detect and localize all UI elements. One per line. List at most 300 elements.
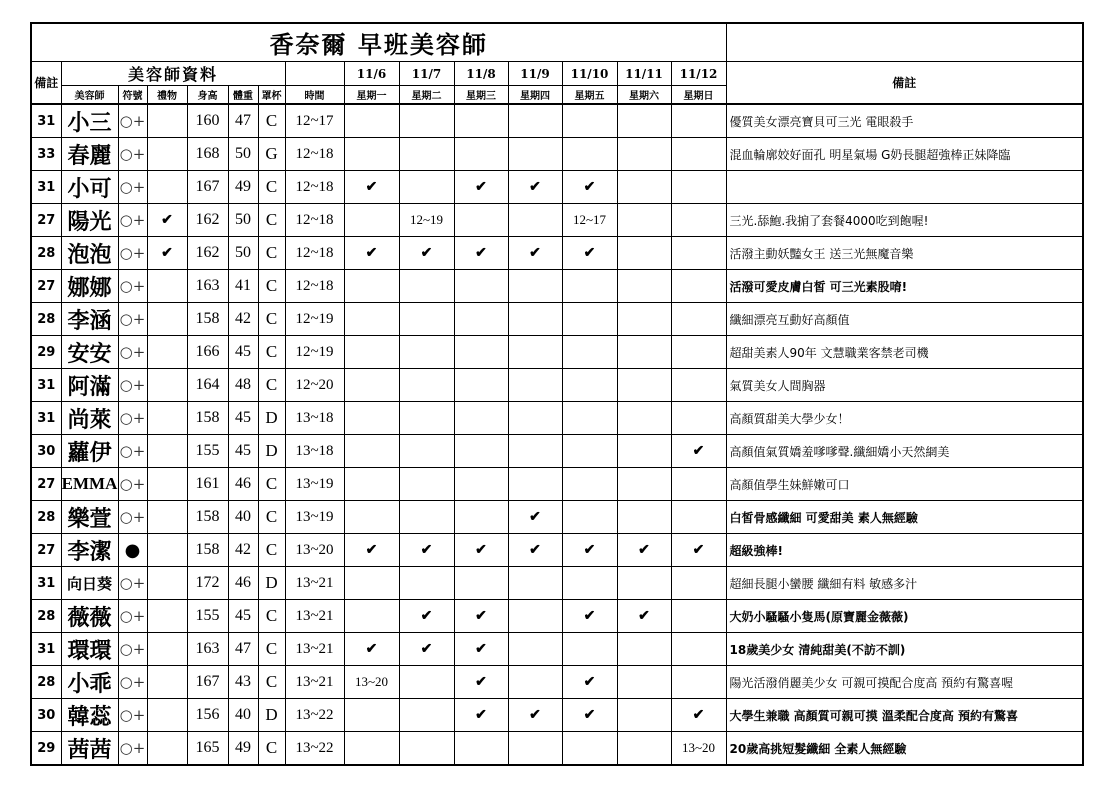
name-cell: 李涵	[61, 303, 118, 336]
day-cell	[671, 104, 726, 138]
remark-cell: 白皙骨感纖細 可愛甜美 素人無經驗	[726, 501, 1083, 534]
table-row	[31, 666, 1083, 699]
table-row	[31, 204, 1083, 237]
name-cell: 安安	[61, 336, 118, 369]
day-cell	[671, 336, 726, 369]
day-cell: ✔	[454, 171, 508, 204]
time-cell: 12~18	[285, 138, 344, 171]
day-cell: ✔	[344, 633, 399, 666]
name-cell: 娜娜	[61, 270, 118, 303]
day-cell	[399, 336, 454, 369]
day-cell	[508, 600, 562, 633]
age-cell: 30	[31, 699, 61, 732]
remark-cell: 高顏值氣質嬌羞嗲嗲聲.纖細嬌小天然網美	[726, 435, 1083, 468]
day-cell	[671, 633, 726, 666]
height-cell: 158	[187, 501, 228, 534]
day-cell	[399, 303, 454, 336]
day-cell	[344, 501, 399, 534]
day-cell	[617, 732, 671, 766]
age-cell: 27	[31, 270, 61, 303]
day-cell: ✔	[454, 666, 508, 699]
day-cell	[508, 402, 562, 435]
gift-cell	[147, 501, 187, 534]
cup-cell: C	[258, 633, 285, 666]
height-cell: 167	[187, 666, 228, 699]
day-cell	[399, 104, 454, 138]
age-cell: 31	[31, 369, 61, 402]
name-cell: 環環	[61, 633, 118, 666]
table-row	[31, 237, 1083, 270]
day-cell	[344, 270, 399, 303]
gift-cell	[147, 666, 187, 699]
day-cell	[454, 270, 508, 303]
weight-cell: 46	[228, 567, 258, 600]
table-row	[31, 402, 1083, 435]
day-cell	[617, 303, 671, 336]
day-cell: ✔	[454, 633, 508, 666]
day-cell	[671, 501, 726, 534]
age-cell: 31	[31, 104, 61, 138]
height-cell: 164	[187, 369, 228, 402]
day-cell	[562, 303, 617, 336]
symbol-cell: ○+	[118, 435, 147, 468]
table-row	[31, 171, 1083, 204]
time-cell: 12~20	[285, 369, 344, 402]
name-cell: 蘿伊	[61, 435, 118, 468]
weight-cell: 49	[228, 171, 258, 204]
day-cell: ✔	[508, 237, 562, 270]
table-row	[31, 138, 1083, 171]
age-cell: 33	[31, 138, 61, 171]
remark-cell	[726, 171, 1083, 204]
day-cell: ✔	[671, 534, 726, 567]
day-cell: ✔	[508, 171, 562, 204]
height-cell: 158	[187, 534, 228, 567]
time-cell: 12~18	[285, 204, 344, 237]
weight-cell: 45	[228, 336, 258, 369]
day-cell	[344, 303, 399, 336]
day-cell: ✔	[399, 600, 454, 633]
cup-cell: C	[258, 336, 285, 369]
cup-cell: C	[258, 468, 285, 501]
day-cell: 13~20	[344, 666, 399, 699]
column-header-time: 時間	[285, 86, 344, 105]
date-header: 11/8	[454, 62, 508, 86]
name-cell: 李潔	[61, 534, 118, 567]
weekday-header: 星期日	[671, 86, 726, 105]
day-cell	[399, 567, 454, 600]
day-cell	[671, 270, 726, 303]
date-header: 11/11	[617, 62, 671, 86]
day-cell	[671, 171, 726, 204]
height-cell: 155	[187, 600, 228, 633]
column-header-cup: 罩杯	[258, 86, 285, 105]
weight-cell: 46	[228, 468, 258, 501]
day-cell: ✔	[617, 534, 671, 567]
table-row	[31, 600, 1083, 633]
time-cell: 12~17	[285, 104, 344, 138]
weight-cell: 48	[228, 369, 258, 402]
gift-cell	[147, 468, 187, 501]
cup-cell: C	[258, 237, 285, 270]
age-cell: 31	[31, 633, 61, 666]
day-cell	[399, 138, 454, 171]
age-cell: 28	[31, 501, 61, 534]
height-cell: 158	[187, 402, 228, 435]
symbol-cell: ○+	[118, 171, 147, 204]
day-cell	[562, 104, 617, 138]
age-cell: 31	[31, 402, 61, 435]
day-cell	[344, 699, 399, 732]
cup-cell: C	[258, 270, 285, 303]
day-cell	[617, 270, 671, 303]
day-cell	[671, 369, 726, 402]
age-cell: 30	[31, 435, 61, 468]
age-cell: 28	[31, 666, 61, 699]
remark-right-header: 備註	[726, 62, 1083, 105]
age-cell: 31	[31, 171, 61, 204]
time-cell: 12~18	[285, 237, 344, 270]
name-cell: 小可	[61, 171, 118, 204]
symbol-cell: ●	[118, 534, 147, 567]
weight-cell: 50	[228, 138, 258, 171]
gift-cell	[147, 567, 187, 600]
sheet-title	[31, 23, 726, 62]
name-cell: 茜茜	[61, 732, 118, 766]
table-row	[31, 270, 1083, 303]
height-cell: 155	[187, 435, 228, 468]
day-cell	[344, 104, 399, 138]
gift-cell	[147, 369, 187, 402]
day-cell: ✔	[344, 237, 399, 270]
name-cell: 陽光	[61, 204, 118, 237]
table-row	[31, 303, 1083, 336]
day-cell	[617, 171, 671, 204]
column-header-height: 身高	[187, 86, 228, 105]
remark-cell: 超細長腿小蠻腰 纖細有料 敏感多汁	[726, 567, 1083, 600]
name-cell: 小乖	[61, 666, 118, 699]
symbol-cell: ○+	[118, 336, 147, 369]
day-cell: ✔	[508, 501, 562, 534]
gift-cell	[147, 600, 187, 633]
day-cell	[344, 732, 399, 766]
symbol-cell: ○+	[118, 501, 147, 534]
weekday-header: 星期六	[617, 86, 671, 105]
date-header: 11/7	[399, 62, 454, 86]
day-cell: ✔	[344, 171, 399, 204]
day-cell	[671, 138, 726, 171]
title-text: 香奈爾 早班美容師	[269, 30, 488, 59]
symbol-cell: ○+	[118, 732, 147, 766]
height-cell: 162	[187, 237, 228, 270]
day-cell	[399, 369, 454, 402]
day-cell: 13~20	[671, 732, 726, 766]
gift-cell: ✔	[147, 204, 187, 237]
gift-cell: ✔	[147, 237, 187, 270]
day-cell	[508, 336, 562, 369]
weight-cell: 40	[228, 699, 258, 732]
remark-cell: 纖細漂亮互動好高顏值	[726, 303, 1083, 336]
weekday-header: 星期二	[399, 86, 454, 105]
time-cell: 13~22	[285, 732, 344, 766]
day-cell	[508, 567, 562, 600]
cup-cell: C	[258, 204, 285, 237]
gift-cell	[147, 633, 187, 666]
weight-cell: 43	[228, 666, 258, 699]
height-cell: 160	[187, 104, 228, 138]
day-cell	[617, 104, 671, 138]
weight-cell: 41	[228, 270, 258, 303]
day-cell: ✔	[562, 237, 617, 270]
weight-cell: 40	[228, 501, 258, 534]
day-cell	[617, 633, 671, 666]
day-cell	[399, 666, 454, 699]
day-cell: ✔	[562, 171, 617, 204]
symbol-cell: ○+	[118, 369, 147, 402]
day-cell	[508, 468, 562, 501]
day-cell	[671, 468, 726, 501]
weight-cell: 47	[228, 104, 258, 138]
date-header: 11/9	[508, 62, 562, 86]
day-cell: ✔	[617, 600, 671, 633]
day-cell	[562, 270, 617, 303]
time-group-blank	[285, 62, 344, 86]
gift-cell	[147, 699, 187, 732]
day-cell	[671, 567, 726, 600]
time-cell: 13~19	[285, 501, 344, 534]
age-cell: 27	[31, 204, 61, 237]
day-cell	[454, 567, 508, 600]
day-cell: ✔	[344, 534, 399, 567]
time-cell: 13~18	[285, 435, 344, 468]
day-cell: 12~19	[399, 204, 454, 237]
day-cell	[344, 336, 399, 369]
day-cell	[454, 104, 508, 138]
age-cell: 29	[31, 336, 61, 369]
remark-cell: 優質美女漂亮寶貝可三光 電眼殺手	[726, 104, 1083, 138]
remark-cell: 超級強棒!	[726, 534, 1083, 567]
day-cell	[617, 567, 671, 600]
day-cell	[454, 435, 508, 468]
table-row	[31, 104, 1083, 138]
weight-cell: 50	[228, 237, 258, 270]
remark-cell: 超甜美素人90年 文慧職業客禁老司機	[726, 336, 1083, 369]
gift-cell	[147, 171, 187, 204]
symbol-cell: ○+	[118, 303, 147, 336]
symbol-cell: ○+	[118, 666, 147, 699]
date-header: 11/6	[344, 62, 399, 86]
age-cell: 28	[31, 600, 61, 633]
time-cell: 13~22	[285, 699, 344, 732]
height-cell: 163	[187, 633, 228, 666]
day-cell	[344, 402, 399, 435]
cup-cell: D	[258, 435, 285, 468]
day-cell	[454, 303, 508, 336]
day-cell	[454, 468, 508, 501]
day-cell	[344, 204, 399, 237]
time-cell: 13~21	[285, 600, 344, 633]
cup-cell: C	[258, 501, 285, 534]
gift-cell	[147, 138, 187, 171]
day-cell	[671, 666, 726, 699]
day-cell	[508, 435, 562, 468]
name-cell: 韓蕊	[61, 699, 118, 732]
name-cell: 尚萊	[61, 402, 118, 435]
day-cell	[344, 435, 399, 468]
day-cell	[344, 138, 399, 171]
height-cell: 163	[187, 270, 228, 303]
cup-cell: D	[258, 402, 285, 435]
day-cell	[562, 501, 617, 534]
column-header-weight: 體重	[228, 86, 258, 105]
height-cell: 156	[187, 699, 228, 732]
date-header: 11/10	[562, 62, 617, 86]
weight-cell: 42	[228, 534, 258, 567]
table-row	[31, 567, 1083, 600]
name-cell: 小三	[61, 104, 118, 138]
remark-cell: 氣質美女人間胸器	[726, 369, 1083, 402]
symbol-cell: ○+	[118, 402, 147, 435]
day-cell	[562, 402, 617, 435]
day-cell: ✔	[454, 534, 508, 567]
height-cell: 168	[187, 138, 228, 171]
weight-cell: 45	[228, 402, 258, 435]
age-cell: 28	[31, 237, 61, 270]
day-cell: ✔	[454, 600, 508, 633]
symbol-cell: ○+	[118, 237, 147, 270]
day-cell: ✔	[508, 699, 562, 732]
remark-cell: 高顏值學生妹鮮嫩可口	[726, 468, 1083, 501]
day-cell	[399, 270, 454, 303]
gift-cell	[147, 534, 187, 567]
cup-cell: C	[258, 534, 285, 567]
day-cell	[508, 138, 562, 171]
time-cell: 13~19	[285, 468, 344, 501]
name-cell: 向日葵	[61, 567, 118, 600]
day-cell	[399, 468, 454, 501]
remark-left-header: 備註	[31, 62, 61, 105]
day-cell: ✔	[399, 237, 454, 270]
time-cell: 13~21	[285, 666, 344, 699]
day-cell	[344, 468, 399, 501]
cup-cell: C	[258, 666, 285, 699]
symbol-cell: ○+	[118, 600, 147, 633]
cup-cell: C	[258, 600, 285, 633]
day-cell: ✔	[562, 699, 617, 732]
day-cell	[617, 402, 671, 435]
remark-cell: 大學生兼職 高顏質可親可摸 溫柔配合度高 預約有驚喜	[726, 699, 1083, 732]
remark-cell: 混血輪廓姣好面孔 明星氣場 G奶長腿超強棒正妹降臨	[726, 138, 1083, 171]
height-cell: 162	[187, 204, 228, 237]
name-cell: 春麗	[61, 138, 118, 171]
date-header: 11/12	[671, 62, 726, 86]
day-cell	[671, 237, 726, 270]
day-cell	[454, 369, 508, 402]
day-cell	[454, 501, 508, 534]
symbol-cell: ○+	[118, 204, 147, 237]
gift-cell	[147, 104, 187, 138]
day-cell	[508, 732, 562, 766]
day-cell	[508, 104, 562, 138]
day-cell	[617, 435, 671, 468]
age-cell: 31	[31, 567, 61, 600]
remark-cell: 大奶小騷騷小隻馬(原寶麗金薇薇)	[726, 600, 1083, 633]
name-cell: 樂萱	[61, 501, 118, 534]
title-right-blank	[726, 23, 1083, 62]
day-cell: ✔	[671, 699, 726, 732]
day-cell	[454, 204, 508, 237]
day-cell	[399, 402, 454, 435]
weight-cell: 45	[228, 435, 258, 468]
symbol-cell: ○+	[118, 270, 147, 303]
remark-cell: 18歲美少女 清純甜美(不訪不訓)	[726, 633, 1083, 666]
height-cell: 158	[187, 303, 228, 336]
day-cell	[671, 600, 726, 633]
height-cell: 166	[187, 336, 228, 369]
day-cell: ✔	[562, 600, 617, 633]
age-cell: 28	[31, 303, 61, 336]
symbol-cell: ○+	[118, 138, 147, 171]
table-row	[31, 468, 1083, 501]
day-cell	[399, 171, 454, 204]
day-cell	[617, 369, 671, 402]
day-cell	[562, 567, 617, 600]
day-cell	[617, 237, 671, 270]
day-cell	[671, 402, 726, 435]
day-cell	[508, 369, 562, 402]
gift-cell	[147, 270, 187, 303]
cup-cell: G	[258, 138, 285, 171]
day-cell: ✔	[454, 237, 508, 270]
weight-cell: 42	[228, 303, 258, 336]
column-header-symbol: 符號	[118, 86, 147, 105]
weekday-header: 星期四	[508, 86, 562, 105]
day-cell	[454, 138, 508, 171]
day-cell: ✔	[454, 699, 508, 732]
symbol-cell: ○+	[118, 633, 147, 666]
day-cell	[562, 468, 617, 501]
day-cell: ✔	[399, 633, 454, 666]
day-cell	[671, 204, 726, 237]
symbol-cell: ○+	[118, 567, 147, 600]
day-cell	[508, 666, 562, 699]
day-cell	[399, 435, 454, 468]
day-cell: ✔	[562, 666, 617, 699]
gift-cell	[147, 303, 187, 336]
weight-cell: 45	[228, 600, 258, 633]
time-cell: 13~18	[285, 402, 344, 435]
table-row	[31, 534, 1083, 567]
age-cell: 27	[31, 468, 61, 501]
cup-cell: C	[258, 171, 285, 204]
day-cell	[562, 336, 617, 369]
name-cell: EMMA	[61, 468, 118, 501]
day-cell: ✔	[562, 534, 617, 567]
symbol-cell: ○+	[118, 104, 147, 138]
table-row	[31, 732, 1083, 766]
cup-cell: C	[258, 369, 285, 402]
table-row	[31, 633, 1083, 666]
time-cell: 13~21	[285, 633, 344, 666]
day-cell	[454, 732, 508, 766]
day-cell: ✔	[671, 435, 726, 468]
table-row	[31, 435, 1083, 468]
remark-cell: 活潑主動妖豔女王 送三光無魔音樂	[726, 237, 1083, 270]
day-cell	[344, 369, 399, 402]
name-cell: 阿滿	[61, 369, 118, 402]
height-cell: 161	[187, 468, 228, 501]
day-cell	[562, 633, 617, 666]
